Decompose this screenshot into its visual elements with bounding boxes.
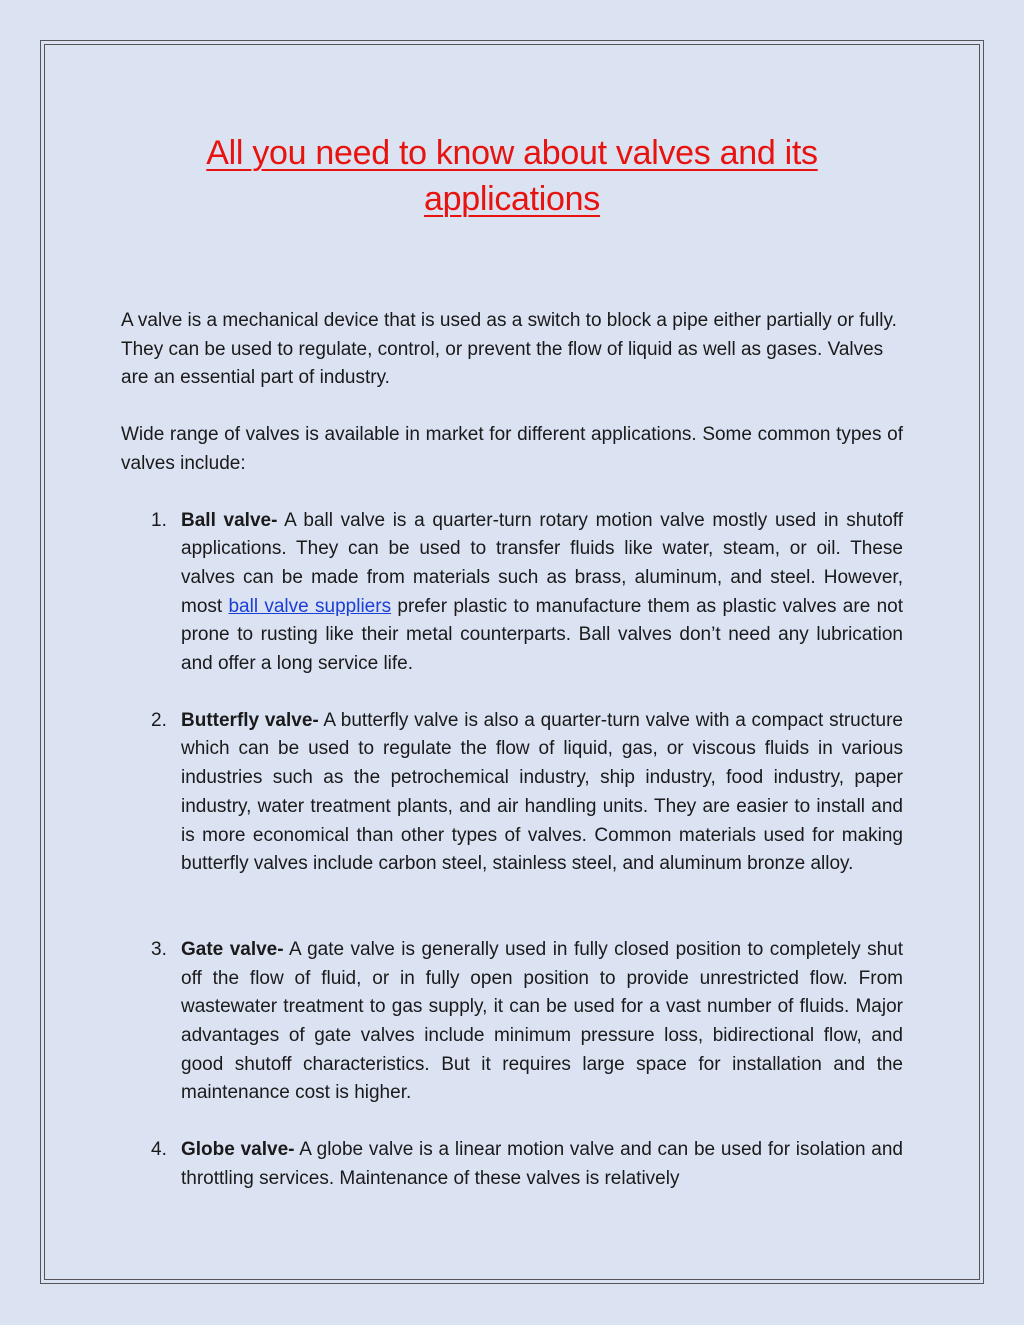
- list-term: Ball valve-: [181, 509, 278, 531]
- list-number: 3.: [151, 938, 167, 960]
- document-title: All you need to know about valves and its applications: [206, 134, 818, 218]
- list-item-butterfly-valve: [121, 707, 903, 879]
- list-term: Globe valve-: [181, 1139, 295, 1161]
- list-text: A gate valve is generally used in fully closed position to completely shut off the flow of fluid, or in fully open position to provide unrestricted flow. From wastewater treatment to gas supply, it can be used for a vast number of fluids. Major advantages of gate valves include minimum pressure loss, bidirectional flow, and good shutoff characteristics. But it requires large space for installation and the maintenance cost is higher.: [181, 938, 903, 1104]
- intro-paragraph: A valve is a mechanical device that is used as a switch to block a pipe either partially or fully. They can be used to regulate, control, or prevent the flow of liquid as well as gases. Valves are an essential part of industry.: [121, 310, 897, 389]
- document-body: [121, 130, 903, 1194]
- list-text-continued: prefer plastic to manufacture them as plastic valves are not prone to rusting like their metal counterparts. Ball valves don’t need any lubrication and offer a long service life.: [181, 595, 903, 675]
- list-item-ball-valve: [121, 507, 903, 679]
- list-number: 1.: [151, 509, 167, 531]
- ball-valve-suppliers-link[interactable]: ball valve suppliers: [228, 595, 392, 617]
- list-text: A ball valve is a quarter-turn rotary motion valve mostly used in shutoff applications. They can be used to transfer fluids like water, steam, or oil. These valves can be made from materials such as brass, aluminum, and steel. However, most: [181, 509, 904, 617]
- list-item-globe-valve: [121, 1136, 903, 1193]
- overview-paragraph: Wide range of valves is available in market for different applications. Some common types of valves include:: [121, 424, 903, 474]
- list-number: 4.: [151, 1139, 167, 1161]
- list-number: 2.: [151, 709, 167, 731]
- list-text: A butterfly valve is also a quarter-turn valve with a compact structure which can be used to regulate the flow of liquid, gas, or viscous fluids in various industries such as the petrochemical industry, ship industry, food industry, paper industry, water treatment plants, and air handling units. They are easier to install and is more economical than other types of valves. Common materials used for making butterfly valves include carbon steel, stainless steel, and aluminum bronze alloy.: [181, 709, 903, 875]
- list-term: Gate valve-: [181, 938, 284, 960]
- valve-types-list: [121, 507, 903, 1194]
- list-term: Butterfly valve-: [181, 709, 319, 731]
- list-text: A globe valve is a linear motion valve and can be used for isolation and throttling services. Maintenance of these valves is relatively: [181, 1139, 903, 1189]
- list-item-gate-valve: [121, 936, 903, 1108]
